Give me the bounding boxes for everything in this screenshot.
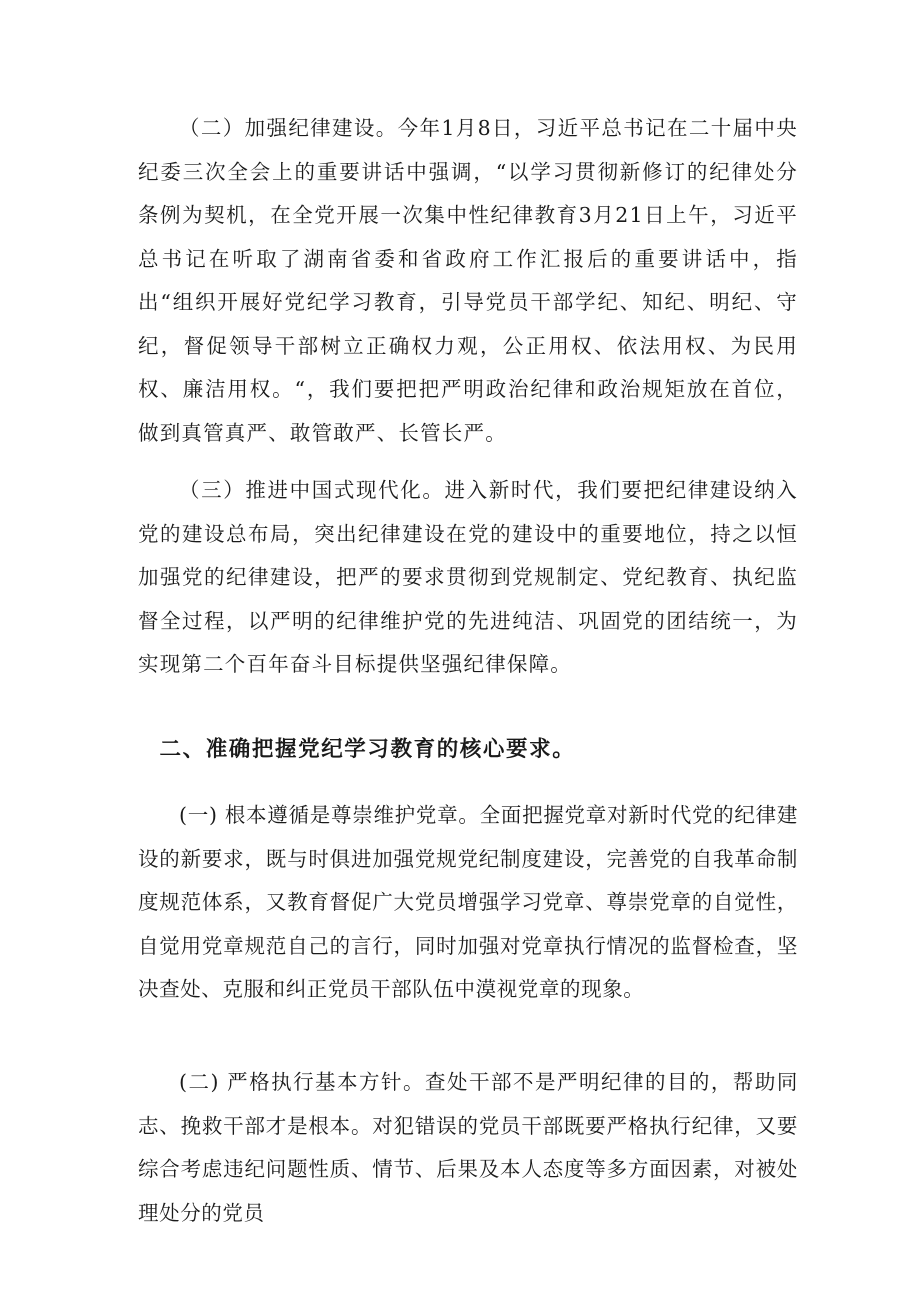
paragraph-chinese-modernization: （三）推进中国式现代化。进入新时代，我们要把纪律建设纳入党的建设总布局，突出纪律建设在党的建设中的重要地位，持之以恒加强党的纪律建设，把严的要求贯彻到党规制定、党纪教育、执纪监督全过程，以严明的纪律维护党的先进纯洁、巩固党的团结统一，为实现第二个百年奋斗目标提供坚强纪律保障。 — [138, 478, 798, 676]
paragraph-basic-policy: (二) 严格执行基本方针。查处干部不是严明纪律的目的，帮助同志、挽救干部才是根本。对犯错误的党员干部既要严格执行纪律，又要综合考虑违纪问题性质、情节、后果及本人态度等多方面因素，对被处理处分的党员 — [138, 1070, 798, 1225]
section-heading: 二、准确把握党纪学习教育的核心要求。 — [159, 737, 576, 762]
paragraph-strengthen-discipline: （二）加强纪律建设。今年1月8日，习近平总书记在二十届中央纪委三次全会上的重要讲话中强调，“以学习贯彻新修订的纪律处分条例为契机，在全党开展一次集中性纪律教育3月21日上午，习近平总书记在听取了湖南省委和省政府工作汇报后的重要讲话中，指出“组织开展好党纪学习教育，引导党员干部学纪、知纪、明纪、守纪，督促领导干部树立正确权力观，公正用权、依法用权、为民用权、廉洁用权。“，我们要把把严明政治纪律和政治规矩放在首位，做到真管真严、敢管敢严、长管长严。 — [138, 116, 798, 445]
paragraph-uphold-party-constitution: (一) 根本遵循是尊崇维护党章。全面把握党章对新时代党的纪律建设的新要求，既与时俱进加强党规党纪制度建设，完善党的自我革命制度规范体系，又教育督促广大党员增强学习党章、尊崇党章的自觉性，自觉用党章规范自己的言行，同时加强对党章执行情况的监督检查，坚决查处、克服和纠正党员干部队伍中漠视党章的现象。 — [138, 803, 798, 1001]
